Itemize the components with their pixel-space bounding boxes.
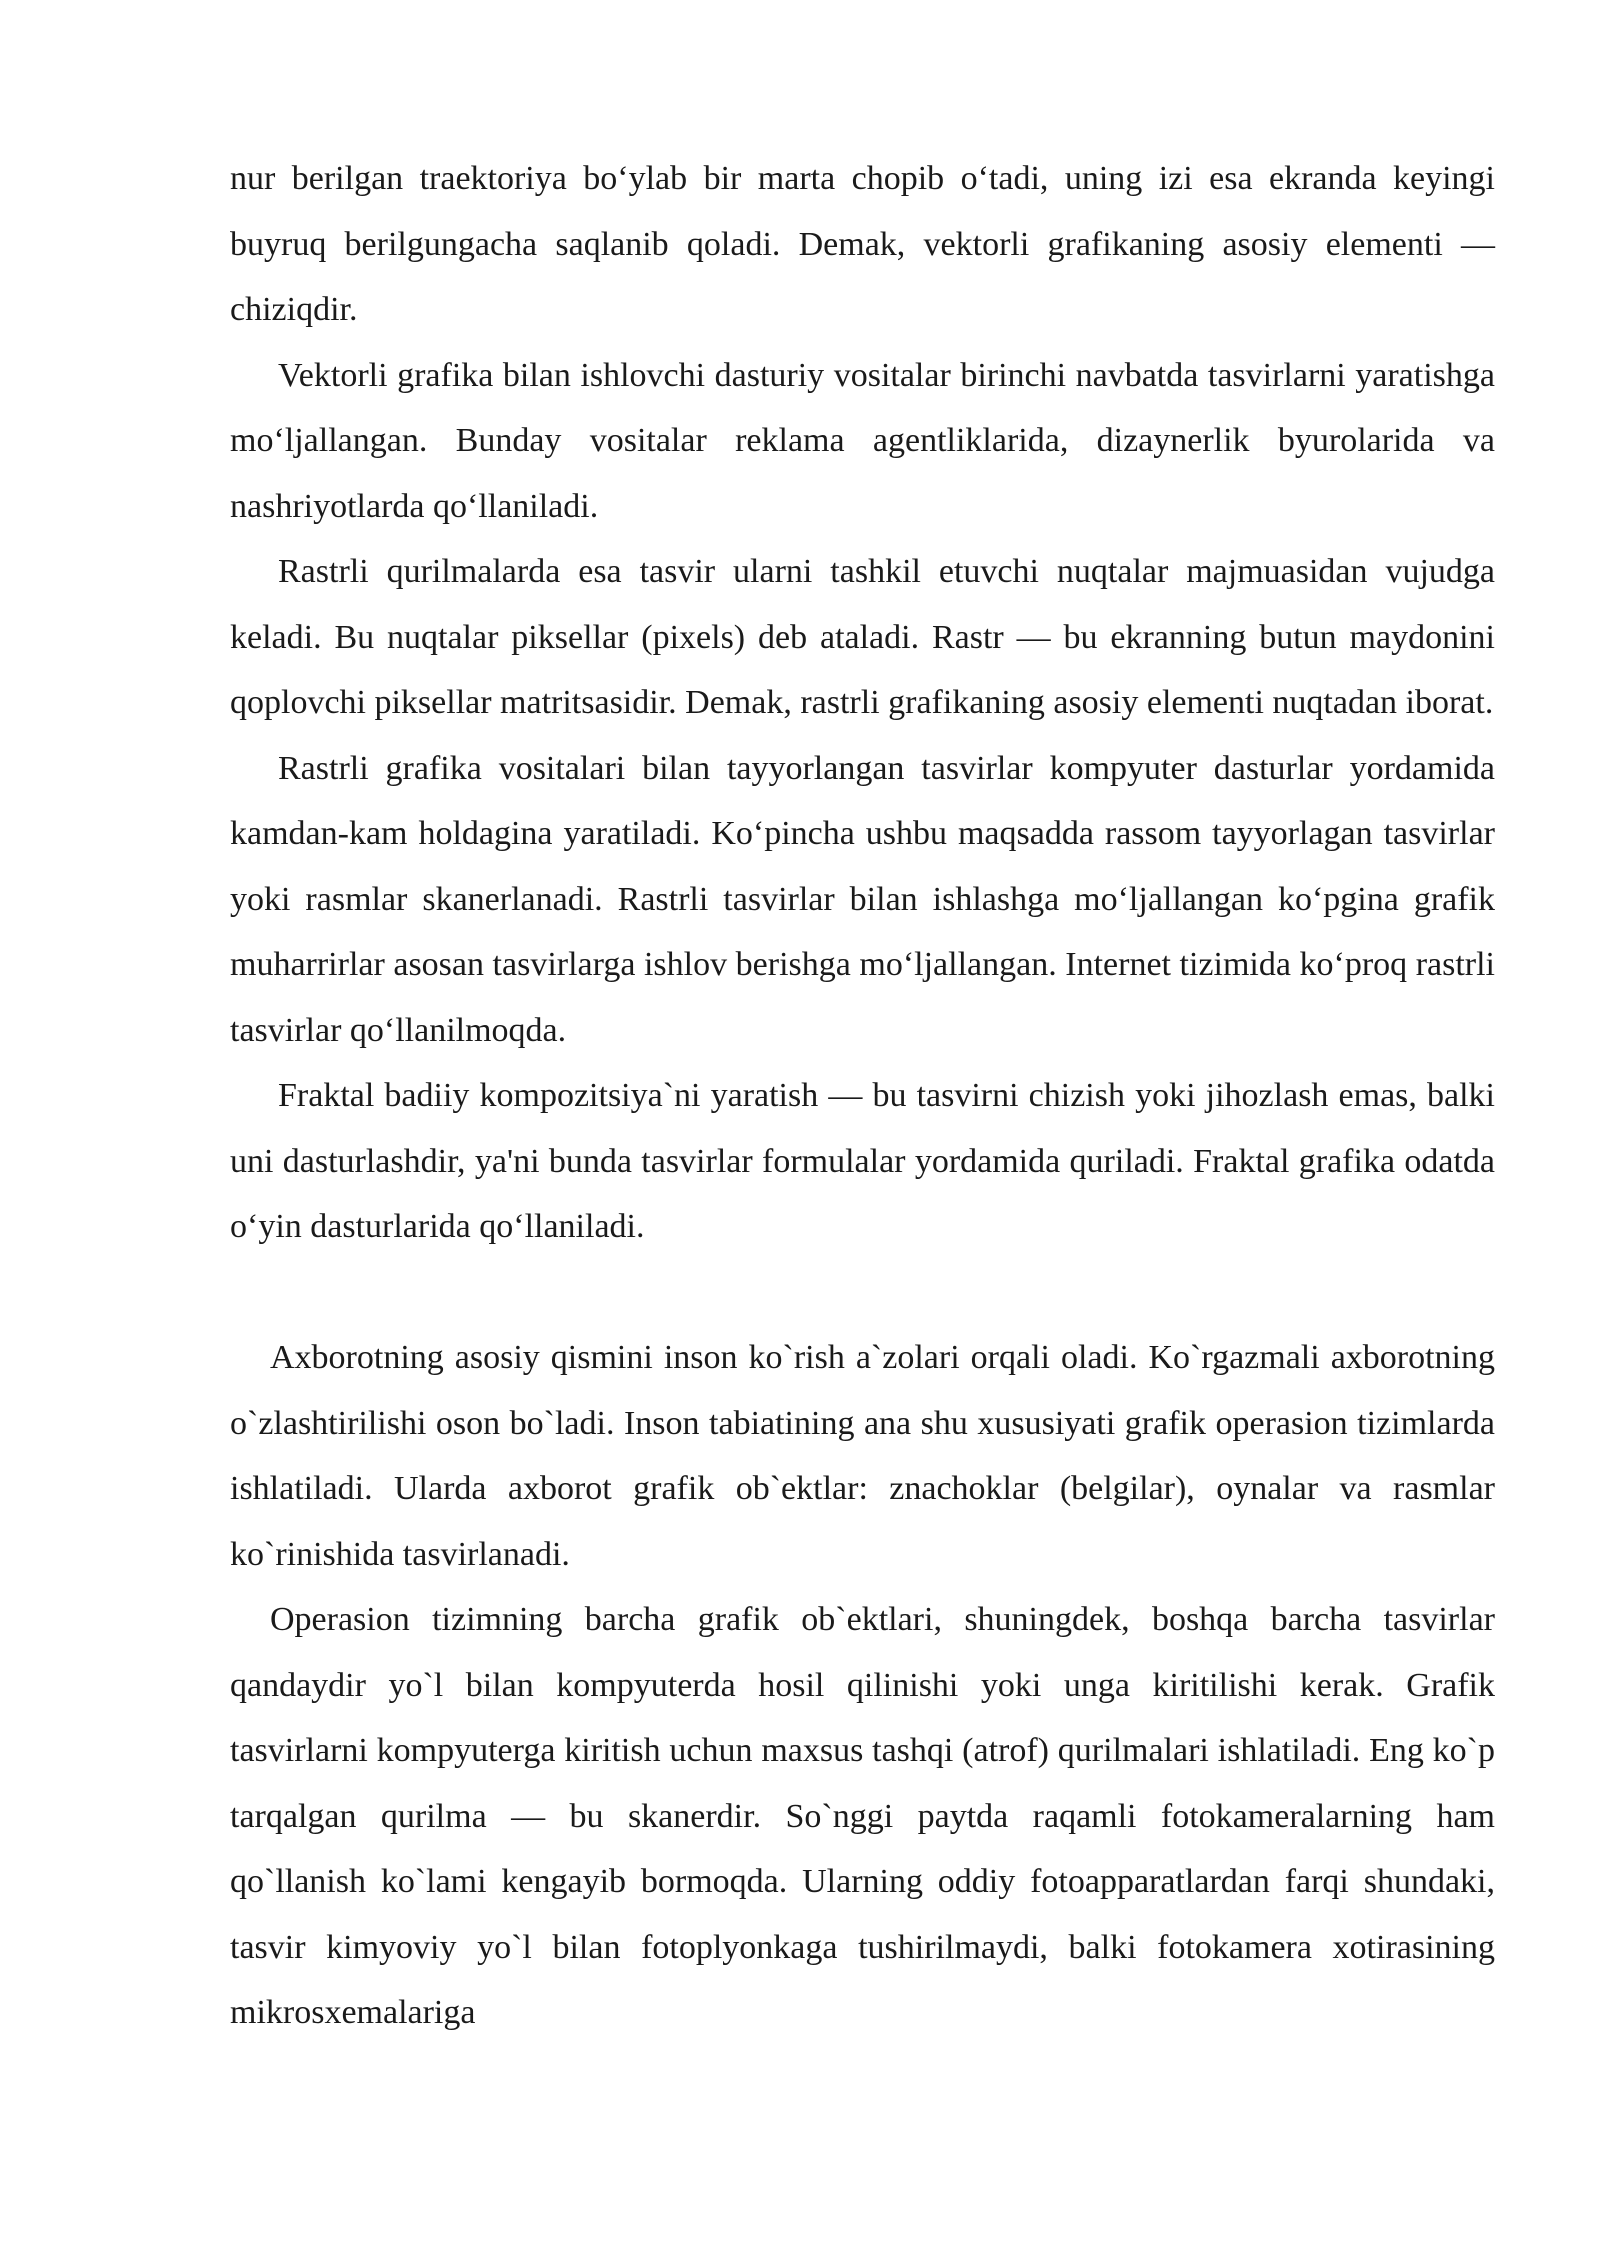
paragraph-gap xyxy=(230,1260,1495,1326)
paragraph-raster-devices: Rastrli qurilmalarda esa tasvir ularni tashkil etuvchi nuqtalar majmuasidan vujudga keladi. Bu nuqtalar piksellar (pixels) deb ataladi. Rastr — bu ekranning butun maydonini qoplovchi piksellar matritsasidir. Demak, rastrli grafikaning asosiy elementi nuqtadan iborat. xyxy=(230,553,1495,721)
paragraph-vector-software: Vektorli grafika bilan ishlovchi dasturiy vositalar birinchi navbatda tasvirlarni yaratishga mo‘ljallangan. Bunday vositalar reklama agentliklarida, dizaynerlik byurolarida va nashriyotlarda qo‘llaniladi. xyxy=(230,356,1495,525)
paragraph-vector-line: nur berilgan traektoriya bo‘ylab bir marta chopib o‘tadi, uning izi esa ekranda keyingi buyruq berilgungacha saqlanib qoladi. Demak, vektorli grafikaning asosiy elementi — chiziqdir. xyxy=(230,160,1495,328)
paragraph-input-devices: Operasion tizimning barcha grafik ob`ektlari, shuningdek, boshqa barcha tasvirlar qandaydir yo`l bilan kompyuterda hosil qilinishi yoki unga kiritilishi kerak. Grafik tasvirlarni kompyuterga kiritish uchun maxsus tashqi (atrof) qurilmalari ishlatiladi. Eng ko`p tarqalgan qurilma — bu skanerdir. So`nggi paytda raqamli fotokameralarning ham qo`llanish ko`lami kengayib bormoqda. Ularning oddiy fotoapparatlardan farqi shundaki, tasvir kimyoviy yo`l bilan fotoplyonkaga tushirilmaydi, balki fotokamera xotirasining mikrosxemalariga xyxy=(230,1601,1495,2031)
document-body xyxy=(230,146,1495,2046)
paragraph-visual-information: Axborotning asosiy qismini inson ko`rish a`zolari orqali oladi. Ko`rgazmali axborotning o`zlashtirilishi oson bo`ladi. Inson tabiatining ana shu xususiyati grafik operasion tizimlarda ishlatiladi. Ularda axborot grafik ob`ektlar: znachoklar (belgilar), oynalar va rasmlar ko`rinishida tasvirlanadi. xyxy=(230,1339,1495,1573)
paragraph-fractal: Fraktal badiiy kompozitsiya`ni yaratish — bu tasvirni chizish yoki jihozlash emas, balki uni dasturlashdir, ya'ni bunda tasvirlar formulalar yordamida quriladi. Fraktal grafika odatda o‘yin dasturlarida qo‘llaniladi. xyxy=(230,1077,1495,1245)
paragraph-raster-tools: Rastrli grafika vositalari bilan tayyorlangan tasvirlar kompyuter dasturlar yordamida kamdan-kam holdagina yaratiladi. Ko‘pincha ushbu maqsadda rassom tayyorlagan tasvirlar yoki rasmlar skanerlanadi. Rastrli tasvirlar bilan ishlashga mo‘ljallangan ko‘pgina grafik muharrirlar asosan tasvirlarga ishlov berishga mo‘ljallangan. Internet tizimida ko‘proq rastrli tasvirlar qo‘llanilmoqda. xyxy=(230,749,1495,1049)
